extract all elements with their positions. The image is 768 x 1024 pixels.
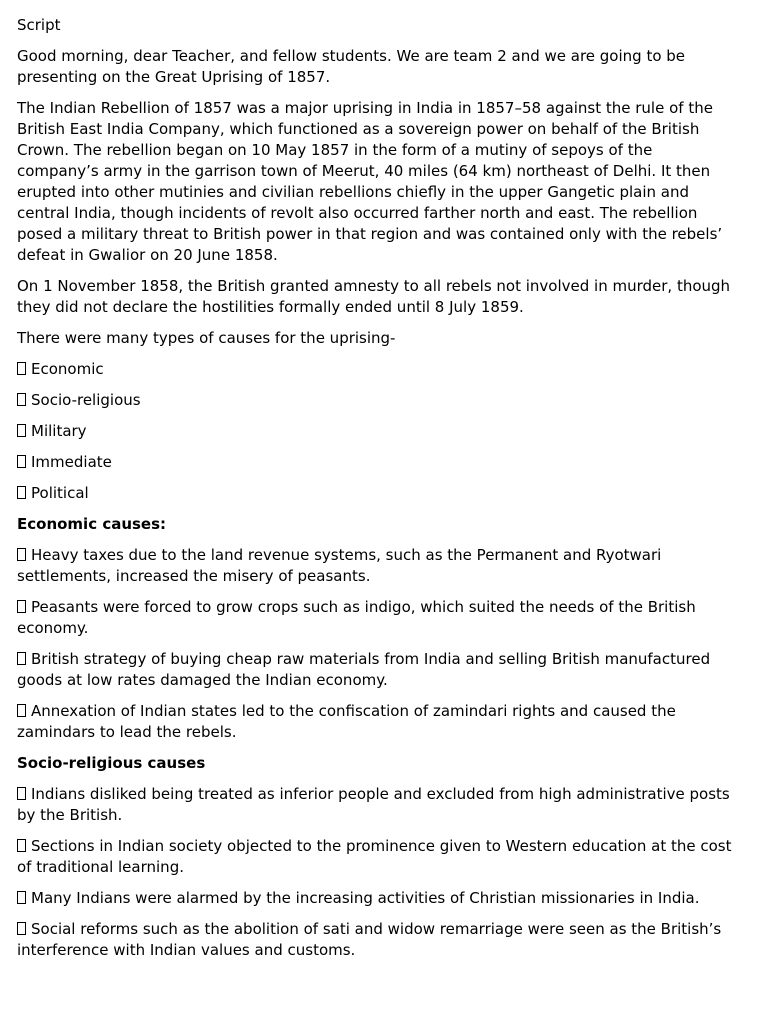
cause-type-item (17, 483, 738, 504)
missing-glyph-icon (17, 393, 26, 406)
socio-religious-cause-text: Many Indians were alarmed by the increasing activities of Christian missionaries in India. (31, 889, 700, 907)
cause-type-label: Socio-religious (31, 391, 141, 409)
missing-glyph-icon (17, 787, 26, 800)
missing-glyph-icon (17, 424, 26, 437)
missing-glyph-icon (17, 548, 26, 561)
missing-glyph-icon (17, 839, 26, 852)
cause-type-label: Economic (31, 360, 104, 378)
missing-glyph-icon (17, 362, 26, 375)
cause-type-item (17, 390, 738, 411)
missing-glyph-icon (17, 600, 26, 613)
cause-type-item (17, 421, 738, 442)
economic-cause-text: Heavy taxes due to the land revenue systems, such as the Permanent and Ryotwari settlements, increased the misery of peasants. (17, 546, 662, 585)
missing-glyph-icon (17, 704, 26, 717)
socio-religious-cause-text: Social reforms such as the abolition of sati and widow remarriage were seen as the British’s interference with Indian values and customs. (17, 920, 722, 959)
economic-cause-text: Peasants were forced to grow crops such as indigo, which suited the needs of the British economy. (17, 598, 696, 637)
document-title: Script (17, 16, 61, 34)
socio-religious-cause-item (17, 888, 738, 909)
economic-cause-text: British strategy of buying cheap raw materials from India and selling British manufactured goods at low rates damaged the Indian economy. (17, 650, 711, 689)
missing-glyph-icon (17, 891, 26, 904)
cause-type-item (17, 359, 738, 380)
socio-religious-cause-text: Indians disliked being treated as inferior people and excluded from high administrative posts by the British. (17, 785, 730, 824)
intro-paragraph: The Indian Rebellion of 1857 was a major uprising in India in 1857–58 against the rule of the British East India Company, which functioned as a sovereign power on behalf of the British Crown. The rebellion began on 10 May 1857 in the form of a mutiny of sepoys of the company’s army in the garrison town of Meerut, 40 miles (64 km) northeast of Delhi. It then erupted into other mutinies and civilian rebellions chiefly in the upper Gangetic plain and central India, though incidents of revolt also occurred farther north and east. The rebellion posed a military threat to British power in that region and was contained only with the rebels’ defeat in Gwalior on 20 June 1858. (17, 99, 723, 264)
economic-cause-item (17, 545, 738, 587)
economic-causes-heading: Economic causes: (17, 515, 167, 533)
missing-glyph-icon (17, 652, 26, 665)
missing-glyph-icon (17, 455, 26, 468)
socio-religious-causes-heading: Socio-religious causes (17, 754, 206, 772)
cause-type-label: Military (31, 422, 87, 440)
cause-type-item (17, 452, 738, 473)
socio-religious-cause-item (17, 919, 738, 961)
cause-type-label: Immediate (31, 453, 112, 471)
economic-cause-item (17, 649, 738, 691)
intro-paragraph: Good morning, dear Teacher, and fellow students. We are team 2 and we are going to be presenting on the Great Uprising of 1857. (17, 47, 686, 86)
economic-cause-item (17, 597, 738, 639)
socio-religious-cause-item (17, 836, 738, 878)
missing-glyph-icon (17, 486, 26, 499)
economic-cause-text: Annexation of Indian states led to the confiscation of zamindari rights and caused the zamindars to lead the rebels. (17, 702, 676, 741)
missing-glyph-icon (17, 922, 26, 935)
socio-religious-cause-text: Sections in Indian society objected to the prominence given to Western education at the cost of traditional learning. (17, 837, 732, 876)
cause-type-label: Political (31, 484, 89, 502)
socio-religious-cause-item (17, 784, 738, 826)
intro-paragraph: There were many types of causes for the uprising- (17, 329, 396, 347)
intro-paragraph: On 1 November 1858, the British granted amnesty to all rebels not involved in murder, though they did not declare the hostilities formally ended until 8 July 1859. (17, 277, 731, 316)
economic-cause-item (17, 701, 738, 743)
